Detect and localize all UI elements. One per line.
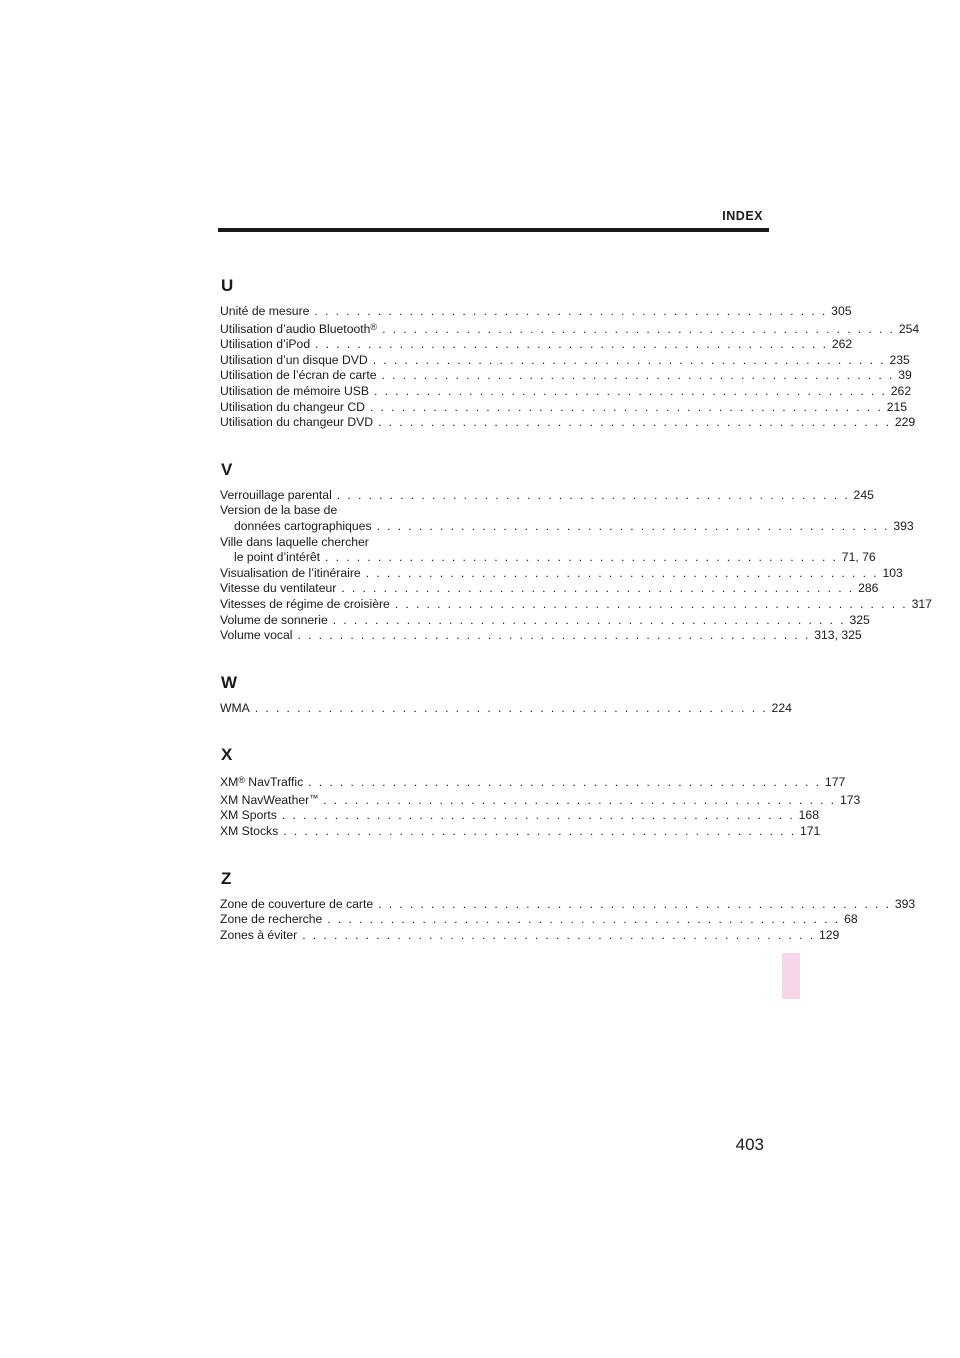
section-letter: Z	[221, 868, 232, 888]
entry-term: Unité de mesure	[220, 304, 310, 318]
entry-term-continuation: le point d’intérêt	[234, 550, 321, 565]
index-entry	[220, 824, 821, 840]
page-number: 403	[735, 1135, 764, 1154]
trademark-symbol: ®	[370, 321, 378, 332]
index-entry	[220, 415, 916, 431]
dot-leader: . . . . . . . . . . . . . . . . . . . . . . . . . . . . . . . . . . . . . . . . . . . . . . . . .	[327, 912, 841, 927]
index-entry	[220, 304, 852, 320]
entry-page-ref: 129	[818, 927, 840, 942]
dot-leader: . . . . . . . . . . . . . . . . . . . . . . . . . . . . . . . . . . . . . . . . . . . . . . . . .	[308, 775, 821, 790]
index-section-u	[220, 276, 920, 431]
index-entry	[220, 912, 858, 928]
entry-term: Utilisation d’audio Bluetooth	[220, 321, 371, 336]
entry-term: Volume de sonnerie	[220, 612, 328, 627]
section-letter: V	[221, 459, 233, 479]
index-entry	[220, 383, 912, 400]
entry-page-ref: 245	[853, 487, 874, 502]
index-entry	[220, 612, 870, 629]
index-entry	[220, 927, 840, 944]
entry-term: Utilisation de mémoire USB	[220, 383, 370, 398]
index-entry	[220, 368, 912, 384]
index-entry	[220, 628, 862, 644]
dot-leader: . . . . . . . . . . . . . . . . . . . . . . . . . . . . . . . . . . . . . . . . . . . . . . . . .	[378, 896, 891, 911]
entry-term: Utilisation d’un disque DVD	[220, 352, 368, 367]
dot-leader: . . . . . . . . . . . . . . . . . . . . . . . . . . . . . . . . . . . . . . . . . . . . . . . . .	[283, 824, 796, 839]
entry-term-suffix: NavTraffic	[244, 775, 304, 790]
index-entry	[220, 791, 861, 809]
entry-page-ref: 393	[894, 896, 916, 911]
entry-page-ref: 177	[824, 775, 846, 790]
entry-page-ref: 286	[858, 581, 879, 596]
section-letter: X	[221, 745, 233, 765]
index-column	[220, 276, 932, 972]
header-rule	[218, 228, 769, 232]
entry-page-ref: 262	[831, 337, 853, 352]
dot-leader: . . . . . . . . . . . . . . . . . . . . . . . . . . . . . . . . . . . . . . . . . . . . . . . . .	[254, 700, 768, 715]
entry-page-ref: 68	[844, 912, 858, 927]
entry-page-ref: 254	[898, 321, 920, 336]
entry-page-ref: 262	[890, 383, 912, 398]
entry-page-ref: 313, 325	[814, 628, 862, 643]
entry-page-ref: 103	[882, 565, 903, 580]
section-letter: W	[221, 672, 238, 692]
entry-page-ref: 39	[898, 368, 912, 383]
entry-page-ref: 215	[886, 399, 908, 414]
dot-leader: . . . . . . . . . . . . . . . . . . . . . . . . . . . . . . . . . . . . . . . . . . . . . . . . .	[372, 352, 886, 367]
index-section-x	[220, 745, 861, 839]
entry-term: Volume vocal	[220, 628, 293, 643]
entry-page-ref: 173	[839, 792, 861, 807]
entry-term: XM Stocks	[220, 824, 279, 839]
dot-leader: . . . . . . . . . . . . . . . . . . . . . . . . . . . . . . . . . . . . . . . . . . . . . . . . .	[394, 596, 908, 611]
dot-leader: . . . . . . . . . . . . . . . . . . . . . . . . . . . . . . . . . . . . . . . . . . . . . . . . .	[381, 368, 895, 383]
entry-page-ref: 71, 76	[841, 550, 876, 565]
entry-page-ref: 168	[798, 808, 819, 823]
index-entry	[220, 399, 908, 416]
entry-term: XM Sports	[220, 808, 277, 823]
entry-page-ref: 305	[831, 304, 852, 318]
entry-term: Version de la base de	[220, 503, 338, 518]
entry-term: Zones à éviter	[220, 927, 298, 942]
entry-term: Visualisation de l’itinéraire	[220, 565, 361, 580]
dot-leader: . . . . . . . . . . . . . . . . . . . . . . . . . . . . . . . . . . . . . . . . . . . . . . . . .	[281, 808, 795, 823]
entry-page-ref: 393	[893, 518, 914, 533]
dot-leader: . . . . . . . . . . . . . . . . . . . . . . . . . . . . . . . . . . . . . . . . . . . . . . . . .	[382, 321, 895, 336]
index-entry	[220, 503, 914, 534]
entry-term: XM NavWeather	[220, 792, 310, 807]
dot-leader: . . . . . . . . . . . . . . . . . . . . . . . . . . . . . . . . . . . . . . . . . . . . . . . . .	[369, 399, 883, 414]
dot-leader: . . . . . . . . . . . . . . . . . . . . . . . . . . . . . . . . . . . . . . . . . . . . . . . . .	[297, 628, 811, 643]
dot-leader: . . . . . . . . . . . . . . . . . . . . . . . . . . . . . . . . . . . . . . . . . . . . . . . . .	[323, 792, 836, 807]
entry-term: XM	[220, 775, 239, 790]
dot-leader: . . . . . . . . . . . . . . . . . . . . . . . . . . . . . . . . . . . . . . . . . . . . . . . . .	[336, 487, 850, 502]
entry-page-ref: 235	[889, 352, 910, 367]
dot-leader: . . . . . . . . . . . . . . . . . . . . . . . . . . . . . . . . . . . . . . . . . . . . . . . . .	[332, 612, 846, 627]
index-entry	[220, 337, 853, 353]
entry-page-ref: 229	[894, 415, 916, 430]
entry-page-ref: 171	[800, 824, 821, 839]
entry-term: Zone de couverture de carte	[220, 896, 374, 911]
dot-leader: . . . . . . . . . . . . . . . . . . . . . . . . . . . . . . . . . . . . . . . . . . . . . . . . .	[378, 415, 891, 430]
dot-leader: . . . . . . . . . . . . . . . . . . . . . . . . . . . . . . . . . . . . . . . . . . . . . . . . .	[325, 550, 838, 565]
entry-term: Utilisation du changeur CD	[220, 399, 365, 414]
section-tab-marker	[782, 953, 800, 999]
index-entry	[220, 320, 920, 338]
index-entry	[220, 565, 903, 582]
dot-leader: . . . . . . . . . . . . . . . . . . . . . . . . . . . . . . . . . . . . . . . . . . . . . . . . .	[314, 304, 828, 318]
index-entry	[220, 487, 874, 504]
entry-term: Utilisation de l’écran de carte	[220, 368, 377, 383]
entry-page-ref: 317	[911, 596, 932, 611]
dot-leader: . . . . . . . . . . . . . . . . . . . . . . . . . . . . . . . . . . . . . . . . . . . . . . . . .	[376, 518, 890, 533]
trademark-symbol: ™	[309, 792, 319, 803]
index-entry	[220, 700, 792, 717]
index-entry	[220, 352, 910, 369]
index-entry	[220, 896, 916, 913]
entry-term: Zone de recherche	[220, 912, 323, 927]
index-section-w	[220, 672, 792, 717]
entry-term: Verrouillage parental	[220, 487, 332, 502]
dot-leader: . . . . . . . . . . . . . . . . . . . . . . . . . . . . . . . . . . . . . . . . . . . . . . . . .	[365, 565, 879, 580]
dot-leader: . . . . . . . . . . . . . . . . . . . . . . . . . . . . . . . . . . . . . . . . . . . . . . . . .	[374, 383, 887, 398]
entry-page-ref: 325	[849, 612, 870, 627]
section-letter: U	[221, 276, 234, 295]
index-entry	[220, 581, 879, 597]
index-section-z	[220, 868, 916, 944]
index-entry	[220, 596, 932, 613]
entry-term: Ville dans laquelle chercher	[220, 534, 369, 549]
entry-term: Utilisation du changeur DVD	[220, 415, 374, 430]
page-header-title: INDEX	[722, 209, 763, 223]
index-entry	[220, 773, 846, 791]
entry-page-ref: 224	[771, 700, 792, 715]
index-entry	[220, 534, 876, 566]
entry-term: WMA	[220, 700, 250, 715]
entry-term: Vitesse du ventilateur	[220, 581, 337, 596]
trademark-symbol: ®	[238, 775, 245, 786]
index-section-v	[220, 459, 932, 644]
dot-leader: . . . . . . . . . . . . . . . . . . . . . . . . . . . . . . . . . . . . . . . . . . . . . . . . .	[341, 581, 855, 596]
entry-term-continuation: données cartographiques	[234, 518, 372, 533]
dot-leader: . . . . . . . . . . . . . . . . . . . . . . . . . . . . . . . . . . . . . . . . . . . . . . . . .	[315, 337, 828, 352]
entry-term: Vitesses de régime de croisière	[220, 596, 390, 611]
dot-leader: . . . . . . . . . . . . . . . . . . . . . . . . . . . . . . . . . . . . . . . . . . . . . . . . .	[302, 927, 815, 942]
entry-term: Utilisation d’iPod	[220, 337, 311, 352]
index-entry	[220, 808, 819, 824]
